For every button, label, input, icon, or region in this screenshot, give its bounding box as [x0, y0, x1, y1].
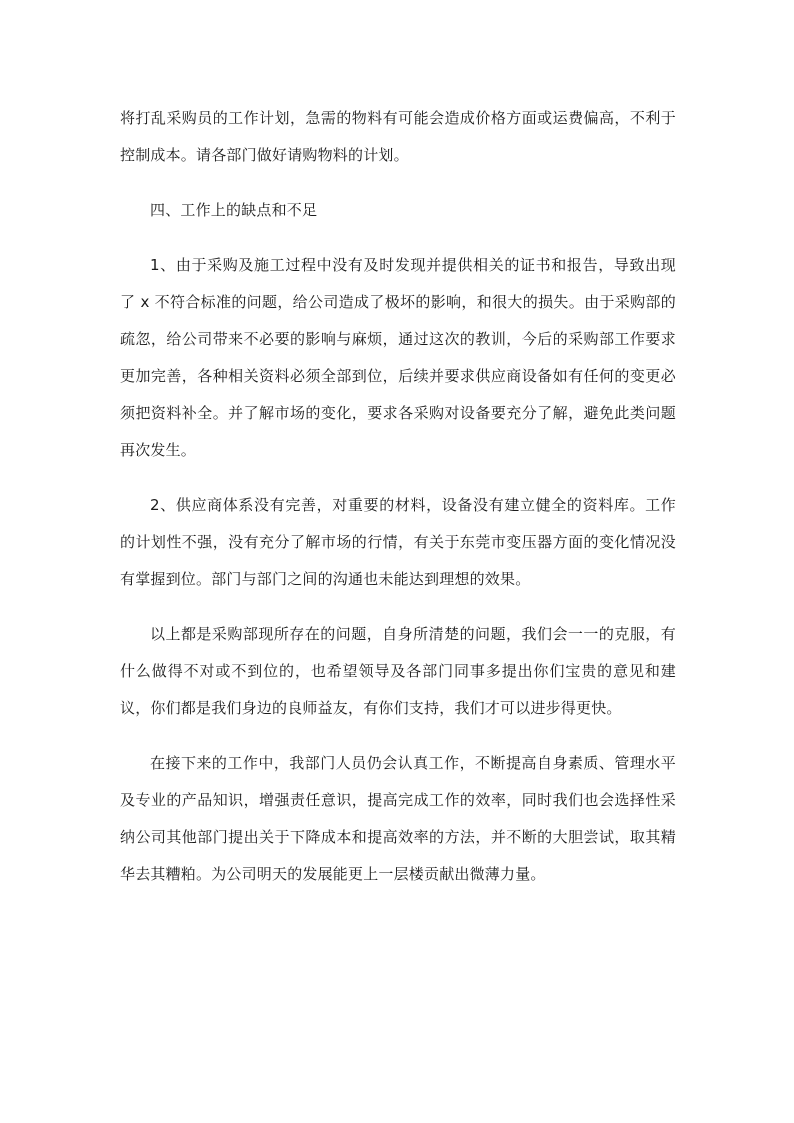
paragraph-closing: 在接下来的工作中，我部门人员仍会认真工作，不断提高自身素质、管理水平及专业的产品知识，增强责任意识，提高完成工作的效率，同时我们也会选择性采纳公司其他部门提出关于下降成本和提高效率的方法，并不断的大胆尝试，取其精华去其糟粕。为公司明天的发展能更上一层楼贡献出微薄力量。: [120, 754, 676, 883]
paragraph-summary: 以上都是采购部现所存在的问题，自身所清楚的问题，我们会一一的克服，有什么做得不对或不到位的，也希望领导及各部门同事多提出你们宝贵的意见和建议，你们都是我们身边的良师益友，有你们支持，我们才可以进步得更快。: [120, 625, 676, 717]
paragraph-item-1: 1、由于采购及施工过程中没有及时发现并提供相关的证书和报告，导致出现了 x 不符合标准的问题，给公司造成了极坏的影响，和很大的损失。由于采购部的疏忽，给公司带来不必要的影响与麻烦，通过这次的教训，今后的采购部工作要求更加完善，各种相关资料必须全部到位，后续并要求供应商设备如有任何的变更必须把资料补全。并了解市场的变化，要求各采购对设备要充分了解，避免此类问题再次发生。: [120, 256, 676, 459]
paragraph-continued: 将打乱采购员的工作计划，急需的物料有可能会造成价格方面或运费偏高，不利于控制成本。请各部门做好请购物料的计划。: [120, 109, 676, 164]
section-heading: 四、工作上的缺点和不足: [150, 201, 318, 219]
document-body: [120, 100, 676, 911]
paragraph-item-2: 2、供应商体系没有完善，对重要的材料，设备没有建立健全的资料库。工作的计划性不强，没有充分了解市场的行情，有关于东莞市变压器方面的变化情况没有掌握到位。部门与部门之间的沟通也未能达到理想的效果。: [120, 496, 676, 588]
